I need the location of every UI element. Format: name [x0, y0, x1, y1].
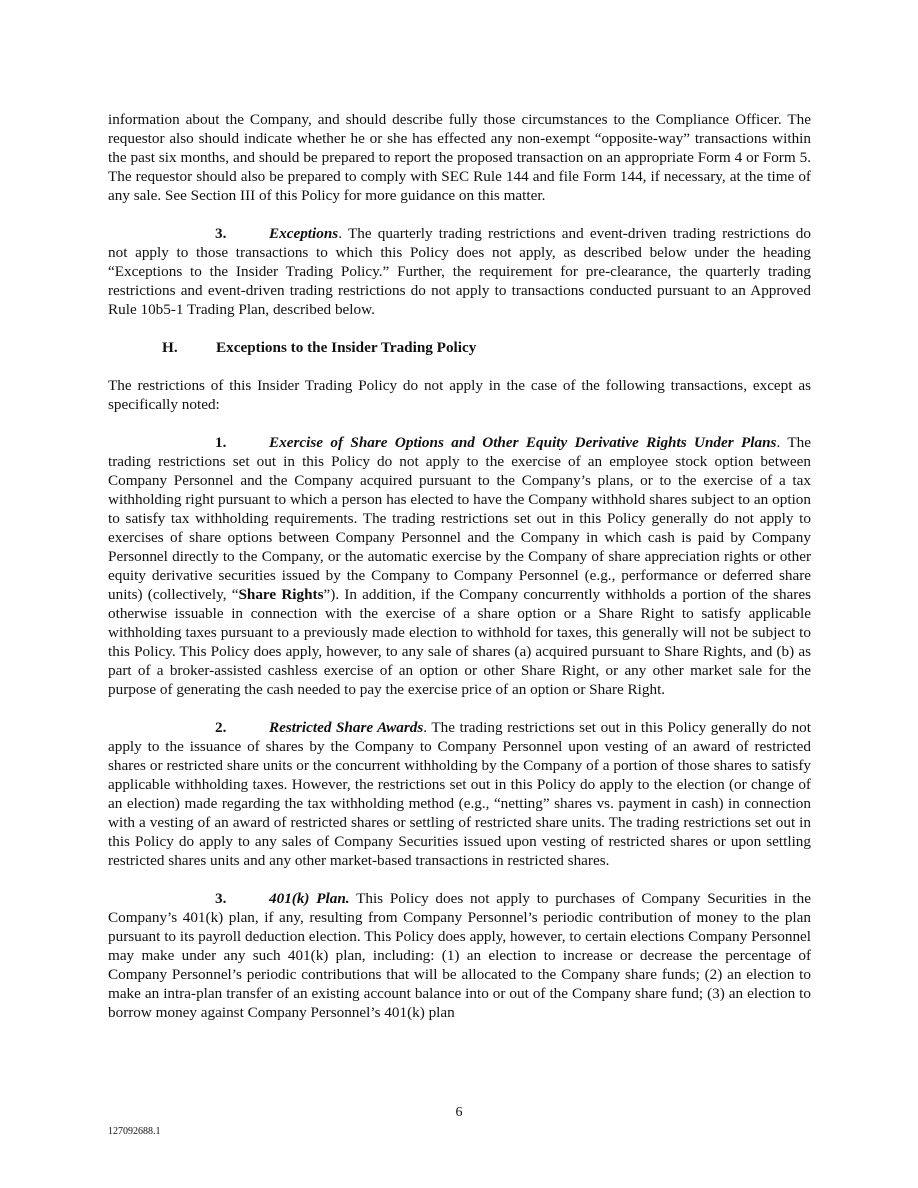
defined-term: Share Rights [238, 586, 324, 603]
exceptions-paragraph [108, 224, 811, 319]
item-number: 3. [215, 890, 227, 907]
section-intro-paragraph: The restrictions of this Insider Trading Policy do not apply in the case of the following transactions, except as specifically noted: [108, 377, 811, 413]
item-title: Restricted Share Awards [269, 719, 424, 736]
item-number: 1. [215, 434, 227, 451]
document-body [108, 110, 811, 1022]
item2-paragraph [108, 718, 811, 870]
item-text: . The trading restrictions set out in this Policy generally do not apply to the issuance of shares by the Company to Company Personnel upon vesting of an award of restricted shares or restricted share units or the concurrent withholding by the Company of a portion of those shares to satisfy applicable withholding taxes. However, the restrictions set out in this Policy do apply to the election (or change of an election) made regarding the tax withholding method (e.g., “netting” shares vs. payment in cash) in connection with a vesting of an award of restricted shares or settling of restricted share units. The trading restrictions set out in this Policy do apply to any sales of Company Securities issued upon vesting of restricted shares or upon settling restricted shares units and any other market-based transactions in restricted shares. [108, 719, 811, 869]
item-title: Exceptions [269, 225, 339, 242]
intro-paragraph: information about the Company, and should describe fully those circumstances to the Compliance Officer. The requestor also should indicate whether he or she has effected any non-exempt “opposite-way” transactions within the past six months, and should be prepared to report the proposed transaction on an appropriate Form 4 or Form 5. The requestor should also be prepared to comply with SEC Rule 144 and file Form 144, if necessary, at the time of any sale. See Section III of this Policy for more guidance on this matter. [108, 111, 811, 204]
document-id: 127092688.1 [108, 1126, 161, 1137]
item-number: 3. [215, 225, 227, 242]
item-title: 401(k) Plan. [269, 890, 350, 907]
item1-paragraph [108, 433, 811, 699]
item-text: ”). In addition, if the Company concurrently withholds a portion of the shares otherwise issuable in connection with the exercise of a share option or a Share Right to satisfy applicable withholding taxes pursuant to a previously made election to withhold for taxes, this generally will not be subject to this Policy. This Policy does apply, however, to any sale of shares (a) acquired pursuant to Share Rights, and (b) as part of a broker-assisted cashless exercise of an option or other Share Right, or any other market sale for the purpose of generating the cash needed to pay the exercise price of an option or Share Right. [108, 586, 812, 698]
item-text: . The quarterly trading restrictions and event-driven trading restrictions do not apply to those transactions to which this Policy does not apply, as described below under the heading “Exceptions to the Insider Trading Policy.” Further, the requirement for pre-clearance, the quarterly trading restrictions and event-driven trading restrictions do not apply to transactions conducted pursuant to an Approved Rule 10b5-1 Trading Plan, described below. [108, 225, 811, 318]
item-number: 2. [215, 719, 227, 736]
item3-paragraph [108, 889, 811, 1022]
page-number: 6 [455, 1105, 463, 1120]
section-title: Exceptions to the Insider Trading Policy [216, 339, 477, 356]
section-heading [108, 338, 811, 357]
section-label: H. [162, 339, 178, 356]
item-title: Exercise of Share Options and Other Equity Derivative Rights Under Plans [269, 434, 777, 451]
item-text: This Policy does not apply to purchases of Company Securities in the Company’s 401(k) plan, if any, resulting from Company Personnel’s periodic contribution of money to the plan pursuant to its payroll deduction election. This Policy does apply, however, to certain elections Company Personnel may make under any such 401(k) plan, including: (1) an election to increase or decrease the percentage of Company Personnel’s periodic contributions that will be allocated to the Company share funds; (2) an election to make an intra-plan transfer of an existing account balance into or out of the Company share fund; (3) an election to borrow money against Company Personnel’s 401(k) plan [108, 890, 811, 1021]
item-text: . The trading restrictions set out in this Policy do not apply to the exercise of an employee stock option between Company Personnel and the Company acquired pursuant to the Company’s plans, or to the exercise of a tax withholding right pursuant to which a person has elected to have the Company withhold shares subject to an option to satisfy tax withholding requirements. The trading restrictions set out in this Policy generally do not apply to exercises of share options between Company Personnel and the Company in which cash is paid by Company Personnel directly to the Company, or the automatic exercise by the Company of share appreciation rights or other equity derivative securities issued by the Company to Company Personnel (e.g., performance or deferred share units) (collectively, “ [108, 434, 811, 603]
